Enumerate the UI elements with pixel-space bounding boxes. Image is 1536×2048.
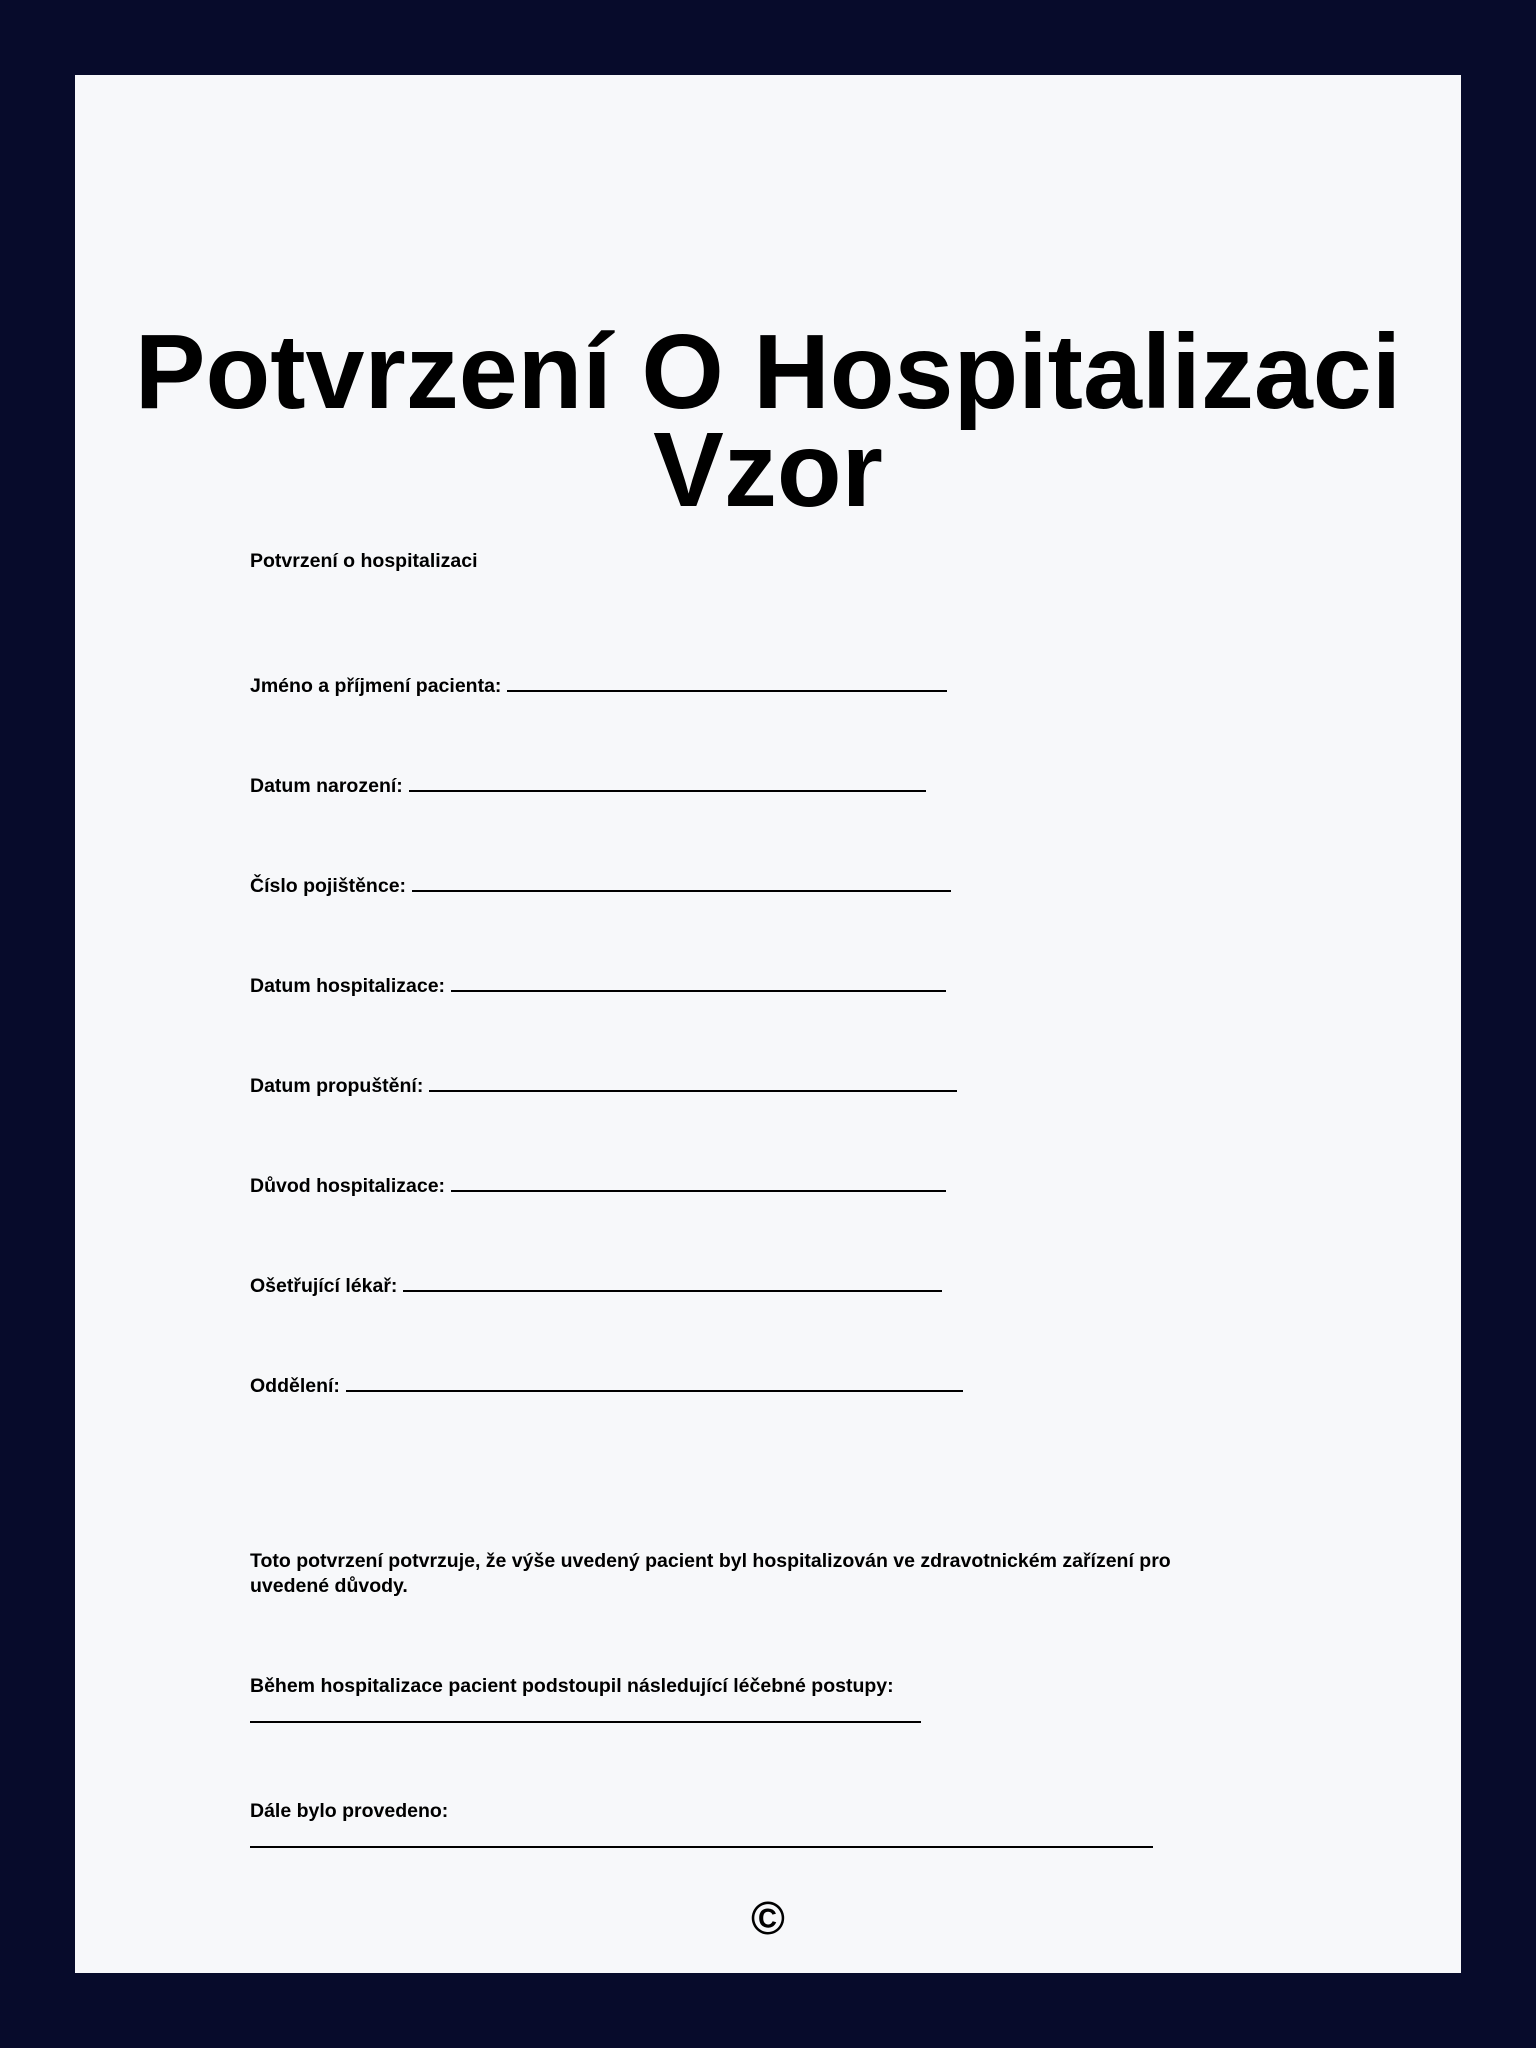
insurance-number-blank[interactable]: [412, 876, 951, 892]
field-label: Číslo pojištěnce:: [250, 875, 407, 897]
field-birth-date: [250, 774, 926, 798]
procedures-label: Během hospitalizace pacient podstoupil následující léčebné postupy:: [250, 1675, 894, 1697]
field-hospitalization-date: [250, 974, 946, 998]
department-blank[interactable]: [346, 1376, 963, 1392]
further-procedures-label: Dále bylo provedeno:: [250, 1800, 449, 1822]
confirmation-paragraph: Toto potvrzení potvrzuje, že výše uvedený pacient byl hospitalizován ve zdravotnickém zařízení pro uvedené důvody.: [250, 1550, 1171, 1597]
field-patient-name: [250, 674, 947, 698]
field-insurance-number: [250, 874, 951, 898]
hospitalization-date-blank[interactable]: [451, 976, 946, 992]
title-line-1: Potvrzení O Hospitalizaci: [134, 313, 1402, 431]
document-title: [75, 313, 1461, 529]
copyright-symbol: ©: [751, 1892, 785, 1944]
field-label: Oddělení:: [250, 1375, 340, 1397]
field-discharge-date: [250, 1074, 957, 1098]
document-page: [75, 75, 1461, 1973]
field-label: Datum propuštění:: [250, 1075, 424, 1097]
attending-physician-blank[interactable]: [403, 1276, 942, 1292]
further-procedures-blank[interactable]: [250, 1846, 1153, 1848]
field-label: Jméno a příjmení pacienta:: [250, 675, 502, 697]
procedures-blank[interactable]: [250, 1721, 921, 1723]
field-hospitalization-reason: [250, 1174, 946, 1198]
field-label: Datum hospitalizace:: [250, 975, 446, 997]
field-department: [250, 1374, 963, 1398]
birth-date-blank[interactable]: [409, 776, 926, 792]
discharge-date-blank[interactable]: [429, 1076, 957, 1092]
field-label: Důvod hospitalizace:: [250, 1175, 446, 1197]
field-attending-physician: [250, 1274, 942, 1298]
patient-name-blank[interactable]: [507, 676, 947, 692]
field-label: Datum narození:: [250, 775, 403, 797]
hospitalization-reason-blank[interactable]: [451, 1176, 946, 1192]
title-line-2: Vzor: [653, 411, 883, 529]
form-heading: Potvrzení o hospitalizaci: [250, 550, 478, 572]
field-label: Ošetřující lékař:: [250, 1275, 398, 1297]
